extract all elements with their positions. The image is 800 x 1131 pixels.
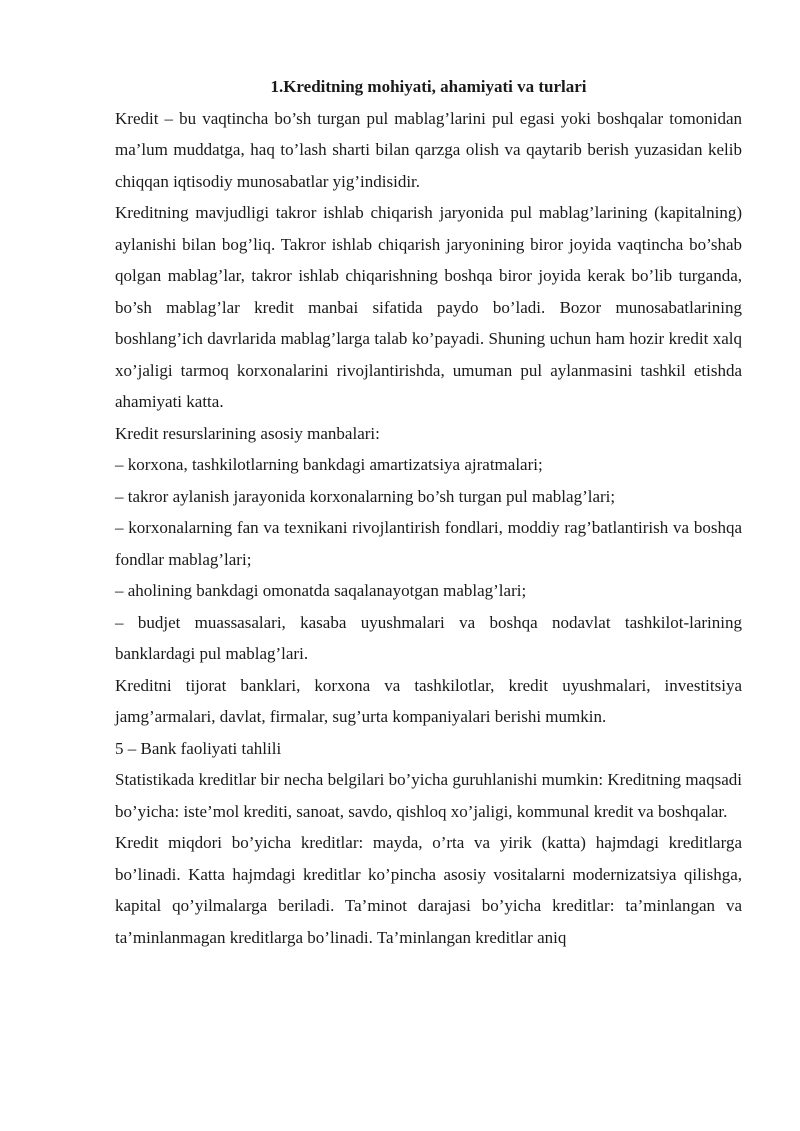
document-title: 1.Kreditning mohiyati, ahamiyati va turlari bbox=[270, 77, 587, 96]
paragraph-credit-definition: Kredit – bu vaqtincha bo’sh turgan pul mablag’larini pul egasi yoki boshqalar tomonidan ma’lum muddatga, haq to’lash sharti bilan qarzga olish va qaytarib berish yuzasidan kelib chiqqan iqtisodiy munosabatlar yig’indisidir. bbox=[115, 108, 742, 191]
paragraph-credit-amount: Kredit miqdori bo’yicha kreditlar: mayda, o’rta va yirik (katta) hajmdagi kreditlarga bo’linadi. Katta hajmdagi kreditlar ko’pincha asosiy vositalarni modernizatsiya qilishga, kapital qo’yilmalarga beriladi. Ta’minot darajasi bo’yicha kreditlar: ta’minlangan va ta’minlanmagan kreditlarga bo’linadi. Ta’minlangan kreditlar aniq bbox=[115, 833, 742, 947]
list-item-budget-institutions: – budjet muassasalari, kasaba uyushmalari va boshqa nodavlat tashkilot-larining banklardagi pul mablag’lari. bbox=[115, 612, 742, 663]
document-body bbox=[115, 71, 742, 953]
paragraph-statistics-grouping: Statistikada kreditlar bir necha belgilari bo’yicha guruhlanishi mumkin: Kreditning maqsadi bo’yicha: iste’mol krediti, sanoat, savdo, qishloq xo’jaligi, kommunal kredit va boshqalar. bbox=[115, 770, 742, 821]
paragraph-section-note: 5 – Bank faoliyati tahlili bbox=[115, 738, 282, 758]
list-item-deposits: – aholining bankdagi omonatda saqalanayotgan mablag’lari; bbox=[115, 581, 527, 600]
list-item-free-funds: – takror aylanish jarayonida korxonalarning bo’sh turgan pul mablag’lari; bbox=[115, 486, 616, 506]
list-item-funds: – korxonalarning fan va texnikani rivojlantirish fondlari, moddiy rag’batlantirish va boshqa fondlar mablag’lari; bbox=[115, 518, 742, 569]
list-item-amortization: – korxona, tashkilotlarning bankdagi amartizatsiya ajratmalari; bbox=[115, 455, 543, 474]
paragraph-credit-existence: Kreditning mavjudligi takror ishlab chiqarish jaryonida pul mablag’larining (kapitalning) aylanishi bilan bog’liq. Takror ishlab chiqarish jaryonining biror joyida vaqtincha bo’shab qolgan mablag’lar, takror ishlab chiqarishning boshqa biror joyida kerak bo’lib turganda, bo’sh mablag’lar kredit manbai sifatida paydo bo’ladi. Bozor munosabatlarining boshlang’ich davrlarida mablag’larga talab ko’payadi. Shuning uchun ham hozir kredit xalq xo’jaligi tarmoq korxonalarini rivojlantirishda, umuman pul aylanmasini tashkil etishda ahamiyati katta. bbox=[115, 203, 742, 411]
paragraph-credit-providers: Kreditni tijorat banklari, korxona va tashkilotlar, kredit uyushmalari, investitsiya jamg’armalari, davlat, firmalar, sug’urta kompaniyalari berishi mumkin. bbox=[115, 675, 742, 726]
paragraph-resources-heading: Kredit resurslarining asosiy manbalari: bbox=[115, 423, 380, 443]
